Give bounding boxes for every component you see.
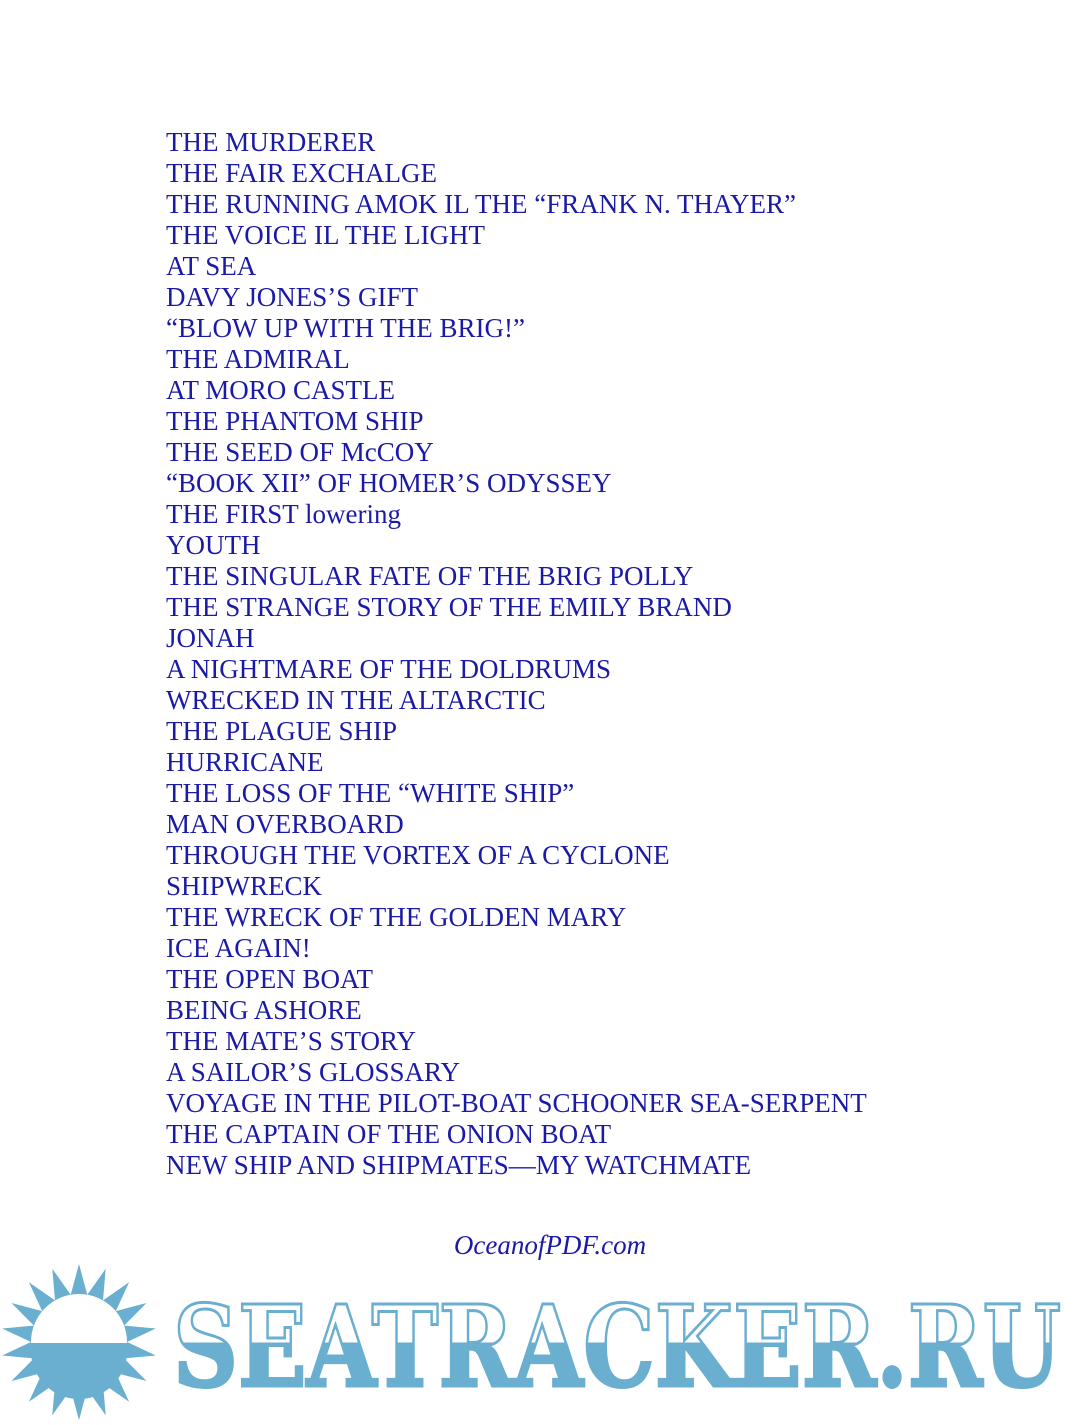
toc-item[interactable] xyxy=(166,189,867,220)
toc-link[interactable]: AT MORO CASTLE xyxy=(166,375,396,405)
toc-link[interactable]: A NIGHTMARE OF THE DOLDRUMS xyxy=(166,654,612,684)
toc-item[interactable] xyxy=(166,871,867,902)
toc-item[interactable] xyxy=(166,375,867,406)
toc-link[interactable]: THROUGH THE VORTEX OF A CYCLONE xyxy=(166,840,670,870)
toc-link[interactable]: BEING ASHORE xyxy=(166,995,362,1025)
toc-item[interactable] xyxy=(166,437,867,468)
toc-link[interactable]: THE VOICE IL THE LIGHT xyxy=(166,220,485,250)
oceanofpdf-link[interactable]: OceanofPDF.com xyxy=(453,1230,647,1260)
toc-item[interactable] xyxy=(166,530,867,561)
toc-link[interactable]: THE PLAGUE SHIP xyxy=(166,716,398,746)
toc-item[interactable] xyxy=(166,840,867,871)
toc-link[interactable]: THE SEED OF McCOY xyxy=(166,437,434,467)
toc-link[interactable]: YOUTH xyxy=(166,530,261,560)
toc-link[interactable]: THE FIRST lowering xyxy=(166,499,401,529)
toc-link[interactable]: THE WRECK OF THE GOLDEN MARY xyxy=(166,902,627,932)
toc-item[interactable] xyxy=(166,995,867,1026)
toc-item[interactable] xyxy=(166,220,867,251)
toc-item[interactable] xyxy=(166,468,867,499)
toc-link[interactable]: JONAH xyxy=(166,623,255,653)
watermark-text: SEATRACKER.RU xyxy=(173,1282,1061,1413)
toc-link[interactable]: THE PHANTOM SHIP xyxy=(166,406,424,436)
toc-link[interactable]: THE CAPTAIN OF THE ONION BOAT xyxy=(166,1119,612,1149)
toc-item[interactable] xyxy=(166,809,867,840)
toc-link[interactable]: THE MURDERER xyxy=(166,127,376,157)
toc-item[interactable] xyxy=(166,282,867,313)
toc-item[interactable] xyxy=(166,499,867,530)
toc-item[interactable] xyxy=(166,685,867,716)
toc-item[interactable] xyxy=(166,716,867,747)
seatracker-watermark xyxy=(0,1262,1080,1425)
toc-link[interactable]: ICE AGAIN! xyxy=(166,933,311,963)
toc-item[interactable] xyxy=(166,1150,867,1181)
toc-item[interactable] xyxy=(166,251,867,282)
toc-item[interactable] xyxy=(166,1057,867,1088)
toc-item[interactable] xyxy=(166,561,867,592)
toc-link[interactable]: “BLOW UP WITH THE BRIG!” xyxy=(166,313,525,343)
toc-item[interactable] xyxy=(166,313,867,344)
toc-link[interactable]: NEW SHIP AND SHIPMATES—MY WATCHMATE xyxy=(166,1150,752,1180)
toc-item[interactable] xyxy=(166,1119,867,1150)
toc-link[interactable]: AT SEA xyxy=(166,251,257,281)
toc-link[interactable]: WRECKED IN THE ALTARCTIC xyxy=(166,685,546,715)
toc-item[interactable] xyxy=(166,592,867,623)
toc-item[interactable] xyxy=(166,778,867,809)
toc-link[interactable]: THE SINGULAR FATE OF THE BRIG POLLY xyxy=(166,561,694,591)
toc-link[interactable]: DAVY JONES’S GIFT xyxy=(166,282,419,312)
toc-item[interactable] xyxy=(166,902,867,933)
toc-link[interactable]: A SAILOR’S GLOSSARY xyxy=(166,1057,461,1087)
toc-link[interactable]: THE LOSS OF THE “WHITE SHIP” xyxy=(166,778,575,808)
toc-link[interactable]: THE STRANGE STORY OF THE EMILY BRAND xyxy=(166,592,732,622)
toc-item[interactable] xyxy=(166,158,867,189)
toc-item[interactable] xyxy=(166,964,867,995)
toc-item[interactable] xyxy=(166,623,867,654)
toc-item[interactable] xyxy=(166,1088,867,1119)
toc-link[interactable]: THE ADMIRAL xyxy=(166,344,350,374)
toc-link[interactable]: MAN OVERBOARD xyxy=(166,809,404,839)
sun-icon xyxy=(2,1264,156,1420)
toc-link[interactable]: THE MATE’S STORY xyxy=(166,1026,417,1056)
toc-item[interactable] xyxy=(166,344,867,375)
toc-link[interactable]: “BOOK XII” OF HOMER’S ODYSSEY xyxy=(166,468,612,498)
toc-link[interactable]: SHIPWRECK xyxy=(166,871,323,901)
table-of-contents xyxy=(166,127,867,1181)
toc-item[interactable] xyxy=(166,747,867,778)
toc-link[interactable]: VOYAGE IN THE PILOT-BOAT SCHOONER SEA-SERPENT xyxy=(166,1088,867,1118)
toc-item[interactable] xyxy=(166,1026,867,1057)
toc-item[interactable] xyxy=(166,127,867,158)
toc-link[interactable]: THE FAIR EXCHALGE xyxy=(166,158,437,188)
toc-link[interactable]: THE RUNNING AMOK IL THE “FRANK N. THAYER” xyxy=(166,189,796,219)
toc-link[interactable]: HURRICANE xyxy=(166,747,324,777)
toc-item[interactable] xyxy=(166,933,867,964)
toc-item[interactable] xyxy=(166,406,867,437)
toc-link[interactable]: THE OPEN BOAT xyxy=(166,964,373,994)
toc-item[interactable] xyxy=(166,654,867,685)
